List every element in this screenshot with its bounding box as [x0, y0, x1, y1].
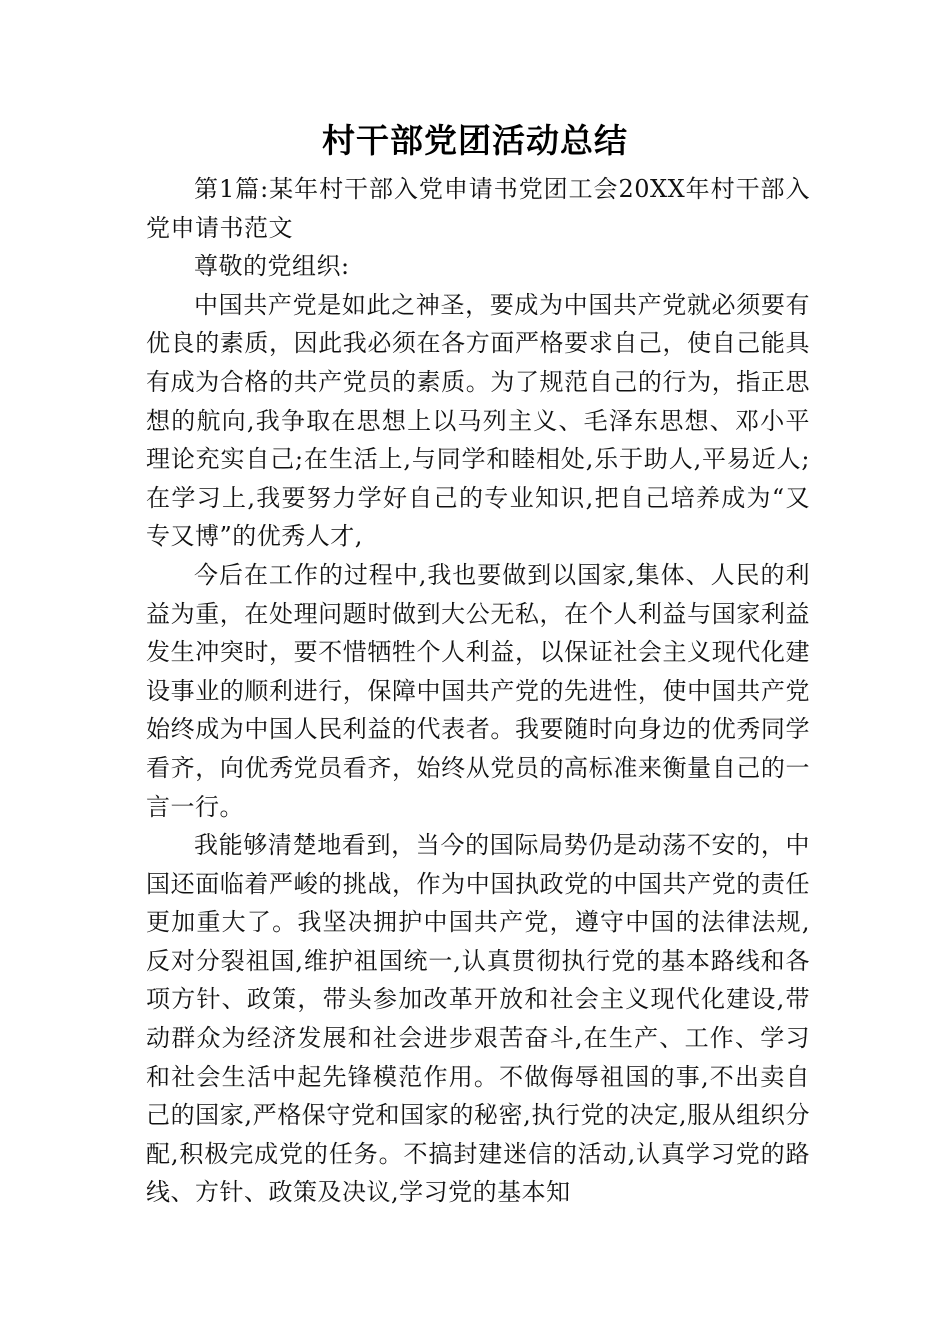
document-body: [146, 170, 810, 1212]
paragraph-1: 中国共产党是如此之神圣，要成为中国共产党就必须要有优良的素质，因此我必须在各方面严格要求自己，使自己能具有成为合格的共产党员的素质。为了规范自己的行为，指正思想的航向,我争取在思想上以马列主义、毛泽东思想、邓小平理论充实自己;在生活上,与同学和睦相处,乐于助人,平易近人;在学习上,我要努力学好自己的专业知识,把自己培养成为“又专又博”的优秀人才,: [146, 290, 810, 551]
document-title: 村干部党团活动总结: [322, 121, 628, 160]
paragraph-3: 我能够清楚地看到，当今的国际局势仍是动荡不安的，中国还面临着严峻的挑战，作为中国执政党的中国共产党的责任更加重大了。我坚决拥护中国共产党，遵守中国的法律法规,反对分裂祖国,维护祖国统一,认真贯彻执行党的基本路线和各项方针、政策，带头参加改革开放和社会主义现代化建设,带动群众为经济发展和社会进步艰苦奋斗,在生产、工作、学习和社会生活中起先锋模范作用。不做侮辱祖国的事,不出卖自己的国家,严格保守党和国家的秘密,执行党的决定,服从组织分配,积极完成党的任务。不搞封建迷信的活动,认真学习党的路线、方针、政策及决议,学习党的基本知: [146, 831, 810, 1207]
paragraph-salutation: 尊敬的党组织:: [194, 252, 350, 281]
paragraph-heading: 第1篇:某年村干部入党申请书党团工会20XX年村干部入党申请书范文: [146, 175, 810, 242]
paragraph-2: 今后在工作的过程中,我也要做到以国家,集体、人民的利益为重，在处理问题时做到大公无私，在个人利益与国家利益发生冲突时，要不惜牺牲个人利益，以保证社会主义现代化建设事业的顺利进行，保障中国共产党的先进性，使中国共产党始终成为中国人民利益的代表者。我要随时向身边的优秀同学看齐，向优秀党员看齐，始终从党员的高标准来衡量自己的一言一行。: [146, 560, 810, 821]
